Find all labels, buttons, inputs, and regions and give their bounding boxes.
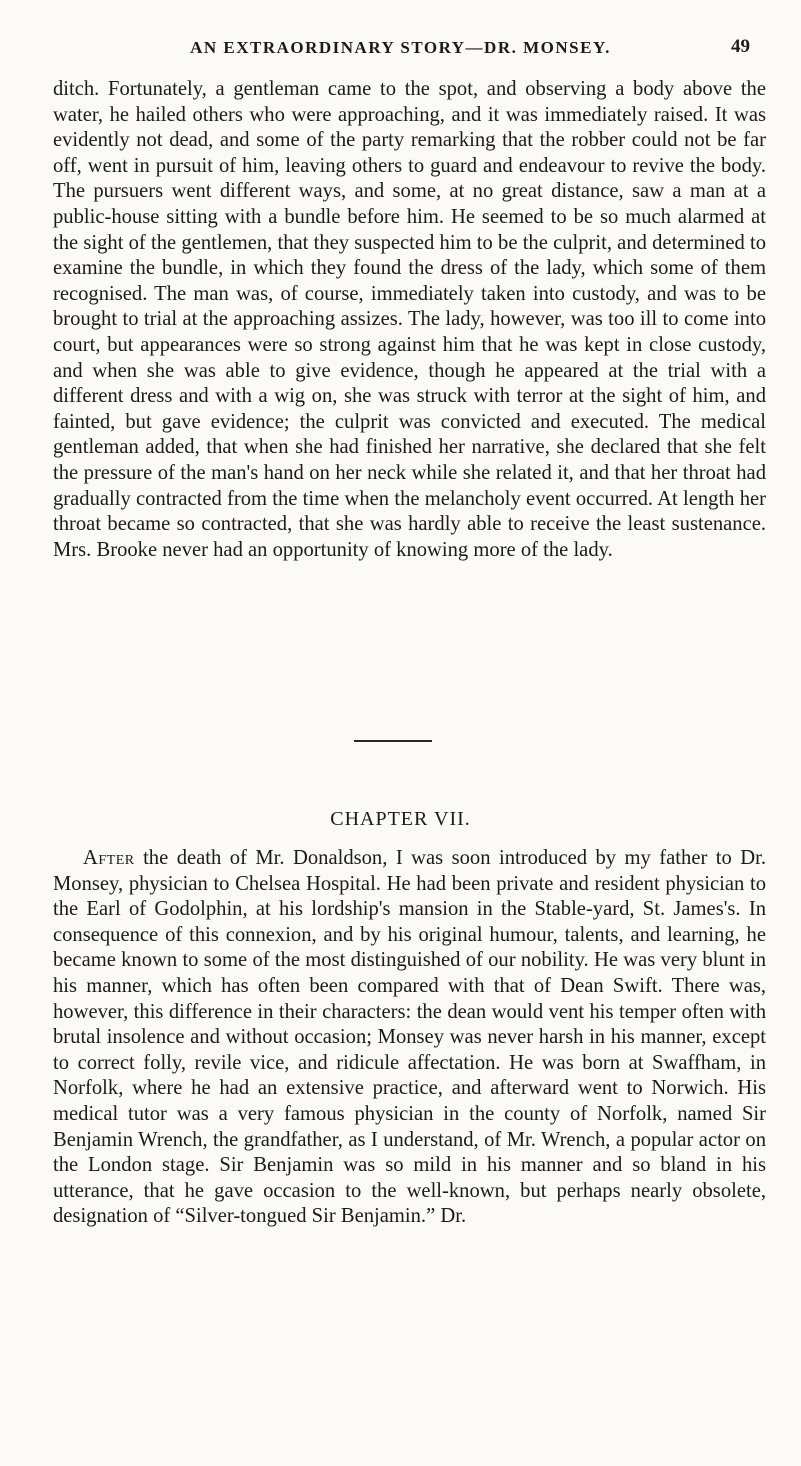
chapter-lead-word: After <box>83 847 135 869</box>
chapter-paragraph-text: the death of Mr. Donaldson, I was soon introduced by my father to Dr. Monsey, physician to Chelsea Hospital. He had been private and resident physician to the Earl of Godolphin, at his lordship's mansion in the Stable-yard, St. James's. In consequence of this connexion, and by his original humour, talents, and learning, he became known to some of the most distinguished of our nobility. He was very blunt in his manner, which has often been compared with that of Dean Swift. There was, however, this difference in their characters: the dean would vent his temper often with brutal insolence and without occasion; Monsey was never harsh in his manner, except to correct folly, revile vice, and ridicule affectation. He was born at Swaffham, in Norfolk, where he had an extensive practice, and afterward went to Norwich. His medical tutor was a very famous physician in the county of Norfolk, named Sir Benjamin Wrench, the grandfather, as I understand, of Mr. Wrench, a popular actor on the London stage. Sir Benjamin was so mild in his manner and so bland in his utterance, that he gave occasion to the well-known, but perhaps nearly obsolete, designation of “Silver-tongued Sir Benjamin.” Dr. <box>53 847 766 1228</box>
chapter-heading: CHAPTER VII. <box>330 808 471 830</box>
paragraph-text <box>53 846 766 1230</box>
page-number: 49 <box>731 36 750 57</box>
running-head: AN EXTRAORDINARY STORY—DR. MONSEY. <box>190 38 611 57</box>
section-divider <box>354 740 432 742</box>
story-paragraph <box>53 77 766 563</box>
chapter-opening-paragraph <box>53 846 766 1230</box>
paragraph-text: ditch. Fortunately, a gentleman came to the spot, and observing a body above the water, he hailed others who were approaching, and it was immediately raised. It was evidently not dead, and some of the party remarking that the robber could not be far off, went in pursuit of him, leaving others to guard and endeavour to revive the body. The pursuers went different ways, and some, at no great distance, saw a man at a public-house sitting with a bundle before him. He seemed to be so much alarmed at the sight of the gentlemen, that they suspected him to be the culprit, and determined to examine the bundle, in which they found the dress of the lady, which some of them recognised. The man was, of course, immediately taken into custody, and was to be brought to trial at the approaching assizes. The lady, however, was too ill to come into court, but appearances were so strong against him that he was kept in close custody, and when she was able to give evidence, though he appeared at the trial with a different dress and with a wig on, she was struck with terror at the sight of him, and fainted, but gave evidence; the culprit was convicted and executed. The medical gentleman added, that when she had finished her narrative, she declared that she felt the pressure of the man's hand on her neck while she related it, and that her throat had gradually contracted from the time when the melancholy event occurred. At length her throat became so contracted, that she was hardly able to receive the least sustenance. Mrs. Brooke never had an opportunity of knowing more of the lady. <box>53 78 766 561</box>
